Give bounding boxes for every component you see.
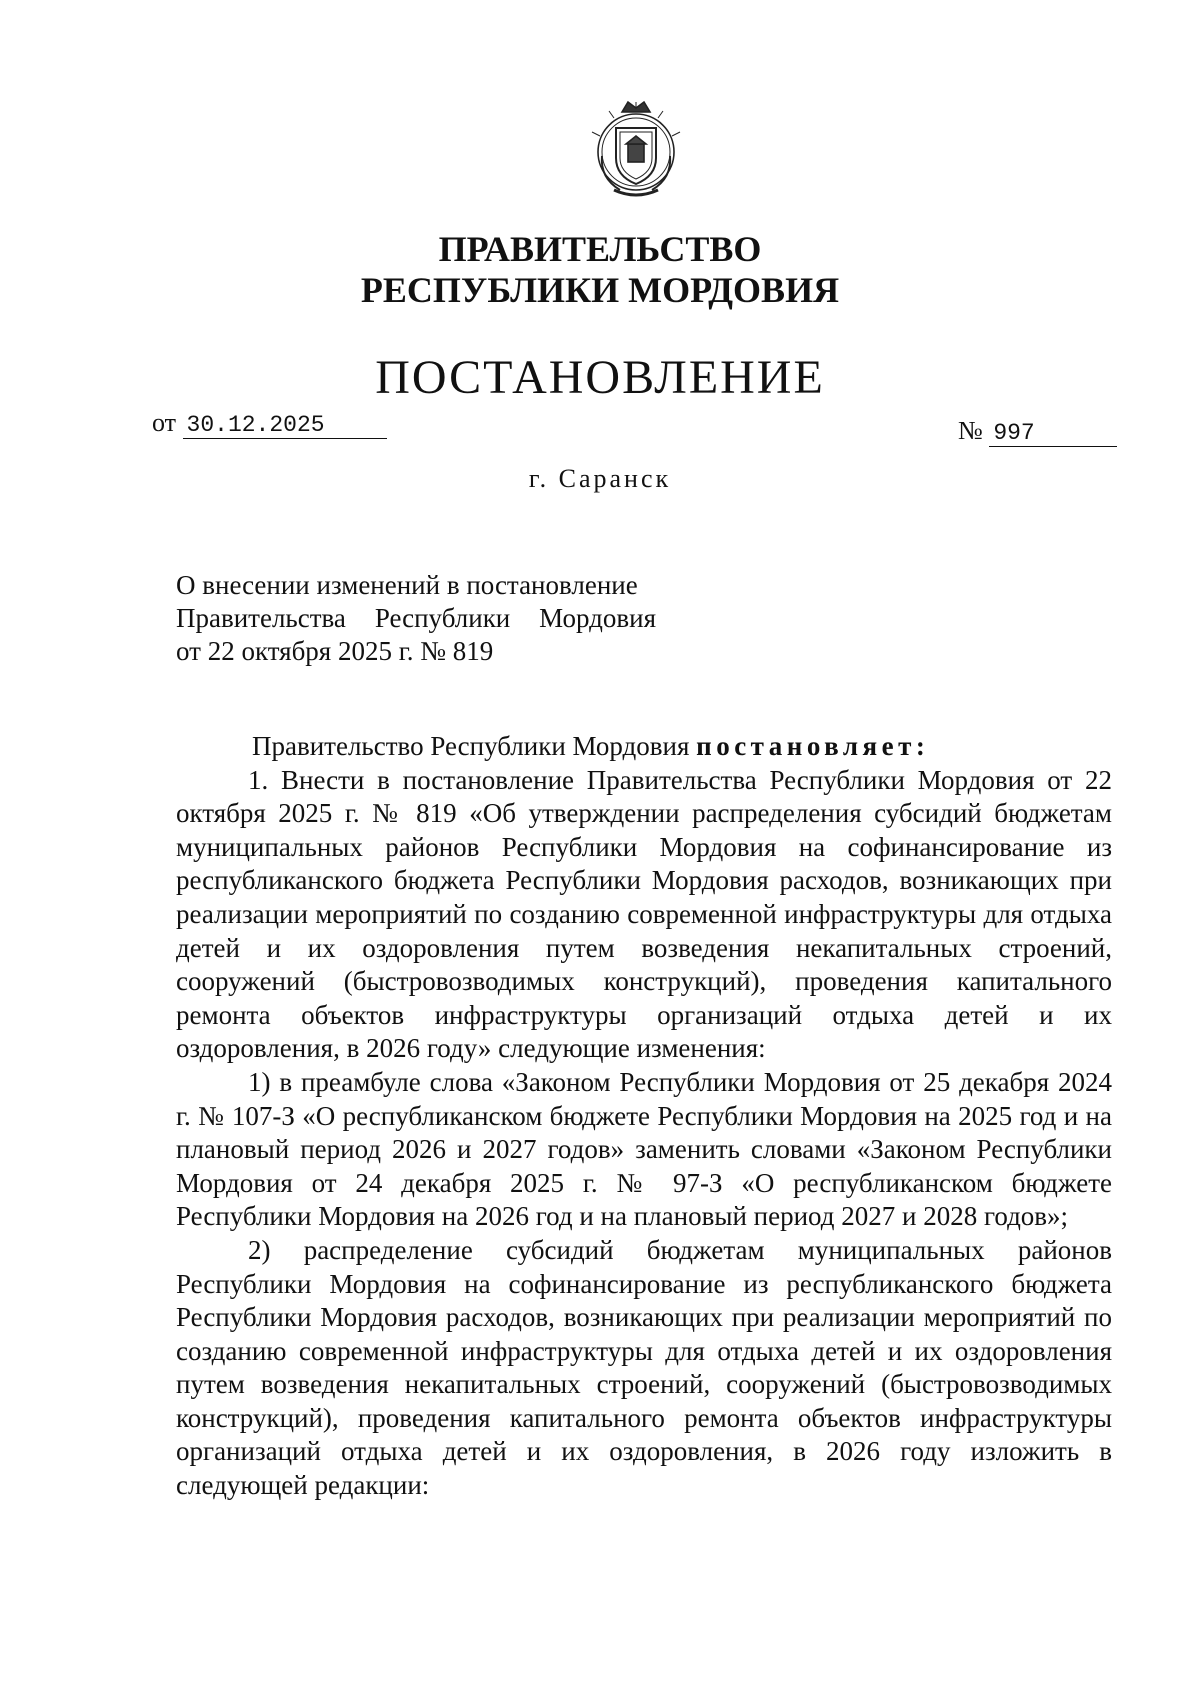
title-line: от 22 октября 2025 г. № 819 xyxy=(176,636,494,666)
title-word: Мордовия xyxy=(539,603,656,633)
title-line xyxy=(176,602,656,635)
document-number-row xyxy=(958,416,1117,447)
paragraph-1-item-2: 2) распределение субсидий бюджетам муниципальных районов Республики Мордовия на софинансирование из республиканского бюджета Республики Мордовия расходов, возникающих при реализации мероприятий по созданию современной инфраструктуры для отдыха детей и их оздоровления путем возведения некапитальных строений, сооружений (быстровозводимых конструкций), проведения капитального ремонта объектов инфраструктуры организаций отдыха детей и их оздоровления, в 2026 году изложить в следующей редакции: xyxy=(176,1234,1112,1501)
document-date: 30.12.2025 xyxy=(183,412,387,439)
number-prefix: № xyxy=(958,416,983,445)
document-type: ПОСТАНОВЛЕНИЕ xyxy=(375,351,825,404)
lead-text: Правительство Республики Мордовия xyxy=(252,731,697,761)
document-body xyxy=(176,730,1112,1503)
document-date-row xyxy=(152,408,387,439)
coat-of-arms-emblem-icon xyxy=(584,92,688,204)
paragraph-1: 1. Внести в постановление Правительства Республики Мордовия от 22 октября 2025 г. № 819 «Об утверждении распределения субсидий бюджетам муниципальных районов Республики Мордовия на софинансирование из республиканского бюджета Республики Мордовия расходов, возникающих при реализации мероприятий по созданию современной инфраструктуры для отдыха детей и их оздоровления путем возведения некапитальных строений, сооружений (быстровозводимых конструкций), проведения капитального ремонта объектов инфраструктуры организаций отдыха детей и их оздоровления, в 2026 году» следующие изменения: xyxy=(176,764,1112,1064)
document-title xyxy=(176,569,656,668)
title-word: Правительства xyxy=(176,603,346,633)
organization-name-line2: РЕСПУБЛИКИ МОРДОВИЯ xyxy=(360,270,840,310)
organization-name-line1: ПРАВИТЕЛЬСТВО xyxy=(438,229,762,269)
document-number: 997 xyxy=(989,420,1117,447)
title-line: О внесении изменений в постановление xyxy=(176,570,638,600)
city: г. Саранск xyxy=(528,464,672,493)
paragraph-1-item-1: 1) в преамбуле слова «Законом Республики Мордовия от 25 декабря 2024 г. № 107-З «О республиканском бюджете Республики Мордовия на 2025 год и на плановый период 2026 и 2027 годов» заменить словами «Законом Республики Мордовия от 24 декабря 2025 г. № 97-З «О республиканском бюджете Республики Мордовия на 2026 год и на плановый период 2027 и 2028 годов»; xyxy=(176,1066,1112,1232)
title-word: Республики xyxy=(374,603,511,633)
date-prefix: от xyxy=(152,408,177,437)
lead-resolves: постановляет: xyxy=(696,731,930,761)
resolution-lead xyxy=(176,730,1112,764)
